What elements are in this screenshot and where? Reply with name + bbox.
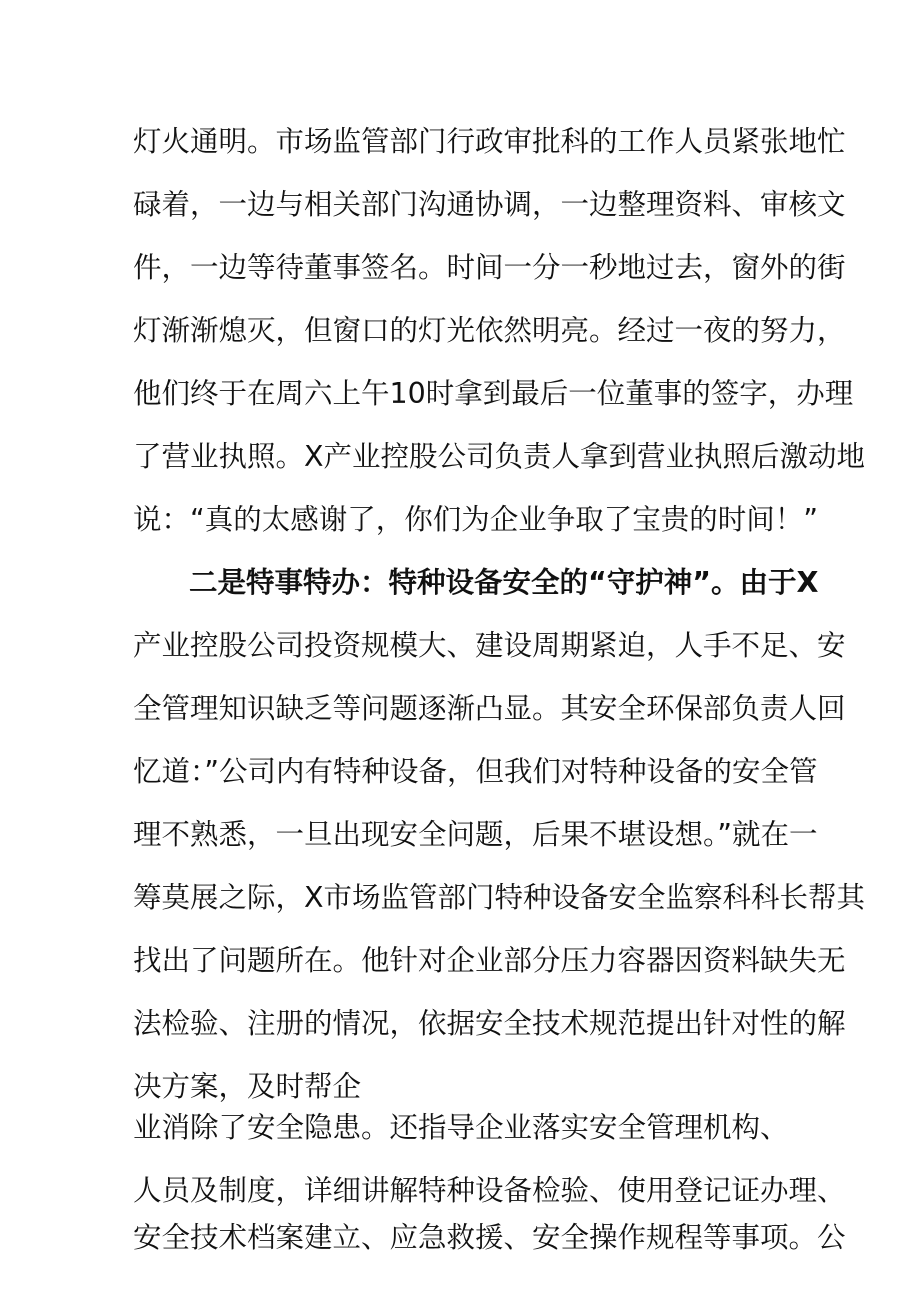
- text-line: 说：“真的太感谢了，你们为企业争取了宝贵的时间！”: [133, 503, 819, 536]
- text-line: 灯火通明。市场监管部门行政审批科的工作人员紧张地忙: [133, 125, 846, 158]
- text-line: 了营业执照。X产业控股公司负责人拿到营业执照后激动地: [133, 440, 866, 473]
- text-line: 忆道：”公司内有特种设备，但我们对特种设备的安全管: [133, 755, 818, 788]
- text-line: 产业控股公司投资规模大、建设周期紧迫，人手不足、安: [133, 629, 846, 662]
- text-line: 人员及制度，详细讲解特种设备检验、使用登记证办理、: [133, 1174, 846, 1207]
- text-line: 法检验、注册的情况，依据安全技术规范提出针对性的解: [133, 1007, 846, 1040]
- text-line: 安全技术档案建立、应急救援、安全操作规程等事项。公: [133, 1221, 846, 1254]
- text-line: 他们终于在周六上午10时拿到最后一位董事的签字，办理: [133, 377, 854, 410]
- text-line: 全管理知识缺乏等问题逐渐凸显。其安全环保部负责人回: [133, 692, 846, 725]
- text-line: 筹莫展之际，X市场监管部门特种设备安全监察科科长帮其: [133, 881, 866, 914]
- text-line: 找出了问题所在。他针对企业部分压力容器因资料缺失无: [133, 944, 846, 977]
- text-line: 件，一边等待董事签名。时间一分一秒地过去，窗外的街: [133, 251, 846, 284]
- text-line: 理不熟悉，一旦出现安全问题，后果不堪设想。”就在一: [133, 818, 818, 851]
- text-line: 决方案，及时帮企: [133, 1070, 362, 1103]
- text-line: 碌着，一边与相关部门沟通协调，一边整理资料、审核文: [133, 188, 846, 221]
- text-line: 灯渐渐熄灭，但窗口的灯光依然明亮。经过一夜的努力，: [133, 314, 846, 347]
- section-heading: 二是特事特办：特种设备安全的“守护神”。由于X: [189, 566, 819, 599]
- text-line: 业消除了安全隐患。还指导企业落实安全管理机构、: [133, 1111, 789, 1144]
